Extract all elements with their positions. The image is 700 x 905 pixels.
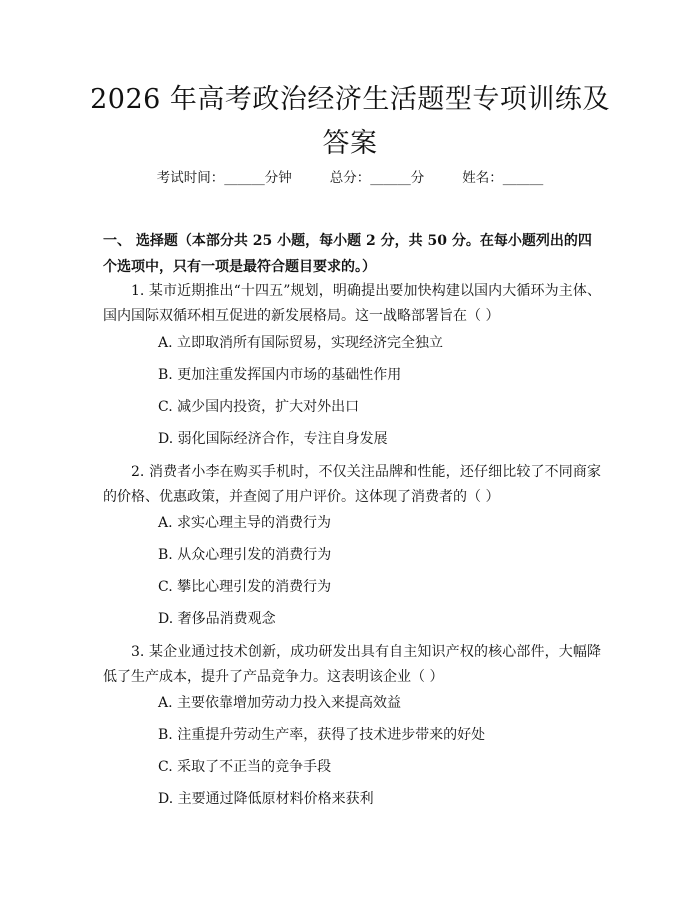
section-heading: 一、 选择题（本部分共 25 小题，每小题 2 分，共 50 分。在每小题列出的四个选项中，只有一项是最符合题目要求的。） [103,233,592,275]
question-2-stem: 2. 消费者小李在购买手机时，不仅关注品牌和性能，还仔细比较了不同商家的价格、优惠政策，并查阅了用户评价。这体现了消费者的（ ） [103,464,601,505]
question-2-option-b: B. 从众心理引发的消费行为 [158,547,332,563]
question-1-stem: 1. 某市近期推出“十四五”规划，明确提出要加快构建以国内大循环为主体、国内国际双循环相互促进的新发展格局。这一战略部署旨在（ ） [103,283,601,324]
question-3-option-a: A. 主要依靠增加劳动力投入来提高效益 [158,695,402,711]
question-1-option-a: A. 立即取消所有国际贸易，实现经济完全独立 [158,335,444,351]
question-1-option-c: C. 减少国内投资，扩大对外出口 [158,399,360,415]
question-3-option-d: D. 主要通过降低原材料价格来获利 [158,791,374,807]
question-1-option-b: B. 更加注重发挥国内市场的基础性作用 [158,367,402,383]
question-2-option-c: C. 攀比心理引发的消费行为 [158,579,332,595]
student-name-field: 姓名：______ [462,170,544,186]
exam-meta [0,168,700,188]
question-3-stem: 3. 某企业通过技术创新，成功研发出具有自主知识产权的核心部件，大幅降低了生产成本，提升了产品竞争力。这表明该企业（ ） [103,644,601,685]
page-title: 2026 年高考政治经济生活题型专项训练及答案 [90,84,610,159]
total-score-field: 总分：______分 [329,170,425,186]
question-1-option-d: D. 弱化国际经济合作，专注自身发展 [158,431,388,447]
question-3-option-c: C. 采取了不正当的竞争手段 [158,759,332,775]
question-3-option-b: B. 注重提升劳动生产率，获得了技术进步带来的好处 [158,727,486,743]
question-2-option-d: D. 奢侈品消费观念 [158,611,276,627]
exam-time-field: 考试时间：______分钟 [156,170,292,186]
question-2-option-a: A. 求实心理主导的消费行为 [158,515,332,531]
